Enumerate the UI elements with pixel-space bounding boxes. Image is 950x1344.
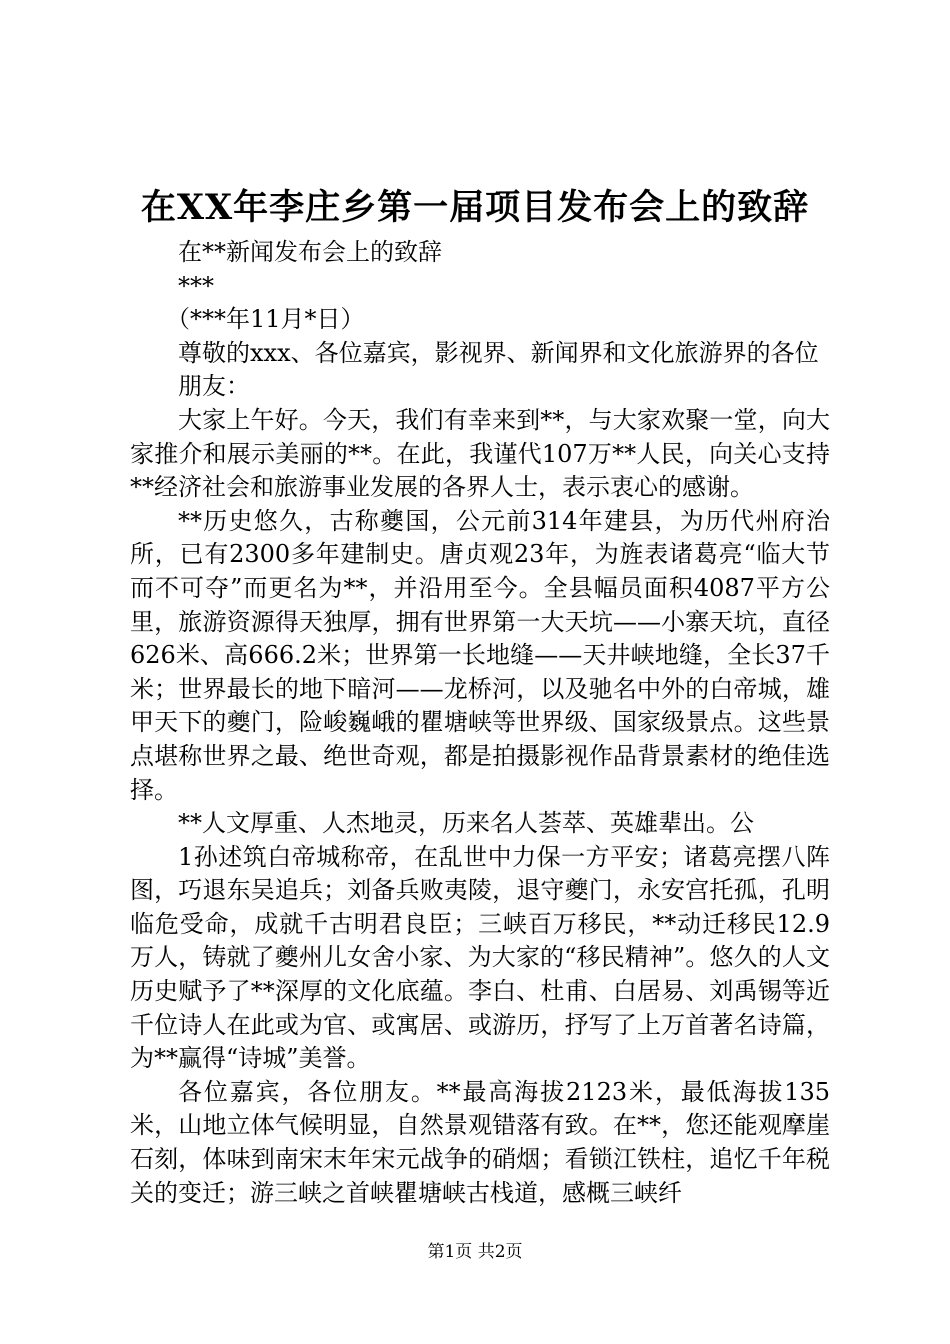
paragraph-subtitle: 在**新闻发布会上的致辞: [178, 238, 442, 266]
paragraph-salutation-end: 朋友：: [178, 372, 250, 401]
paragraph-greeting: 大家上午好。今天，我们有幸来到**，与大家欢聚一堂，向大家推介和展示美丽的**。在此，我谨代107万**人民，向关心支持**经济社会和旅游事业发展的各界人士，表示衷心的感谢。: [130, 405, 830, 502]
document-body: [130, 236, 830, 1210]
paragraph-culture: 1孙述筑白帝城称帝，在乱世中力保一方平安；诸葛亮摆八阵图，巧退东吴追兵；刘备兵败夷陵，退守夔门，永安宫托孤，孔明临危受命，成就千古明君良臣；三峡百万移民，**动迁移民12.9万人，铸就了夔州儿女舍小家、为大家的“移民精神”。悠久的人文历史赋予了**深厚的文化底蕴。李白、杜甫、白居易、刘禹锡等近千位诗人在此或为官、或寓居、或游历，抒写了上万首著名诗篇，为**赢得“诗城”美誉。: [130, 842, 830, 1073]
paragraph-salutation: 尊敬的xxx、各位嘉宾，影视界、新闻界和文化旅游界的各位: [178, 338, 819, 367]
paragraph-date: （***年11月*日）: [166, 305, 365, 334]
paragraph-nature: 各位嘉宾，各位朋友。**最高海拔2123米，最低海拔135米，山地立体气候明显，自然景观错落有致。在**，您还能观摩崖石刻，体味到南宋末年宋元战争的硝烟；看锁江铁柱，追忆千年税关的变迁；游三峡之首峡瞿塘峡古栈道，感概三峡纤: [130, 1077, 830, 1207]
document-title: 在XX年李庄乡第一届项目发布会上的致辞: [140, 187, 810, 228]
page-footer: 第1页 共2页: [427, 1242, 523, 1262]
paragraph-history: **历史悠久，古称夔国，公元前314年建县，为历代州府治所，已有2300多年建制史。唐贞观23年，为旌表诸葛亮“临大节而不可夺”而更名为**，并沿用至今。全县幅员面积4087平方公里，旅游资源得天独厚，拥有世界第一大天坑——小寨天坑，直径626米、高666.2米；世界第一长地缝——天井峡地缝，全长37千米；世界最长的地下暗河——龙桥河，以及驰名中外的白帝城，雄甲天下的夔门，险峻巍峨的瞿塘峡等世界级、国家级景点。这些景点堪称世界之最、绝世奇观，都是拍摄影视作品背景素材的绝佳选择。: [130, 506, 830, 804]
paragraph-culture-intro: **人文厚重、人杰地灵，历来名人荟萃、英雄辈出。公: [178, 809, 754, 838]
paragraph-author: ***: [178, 271, 214, 300]
